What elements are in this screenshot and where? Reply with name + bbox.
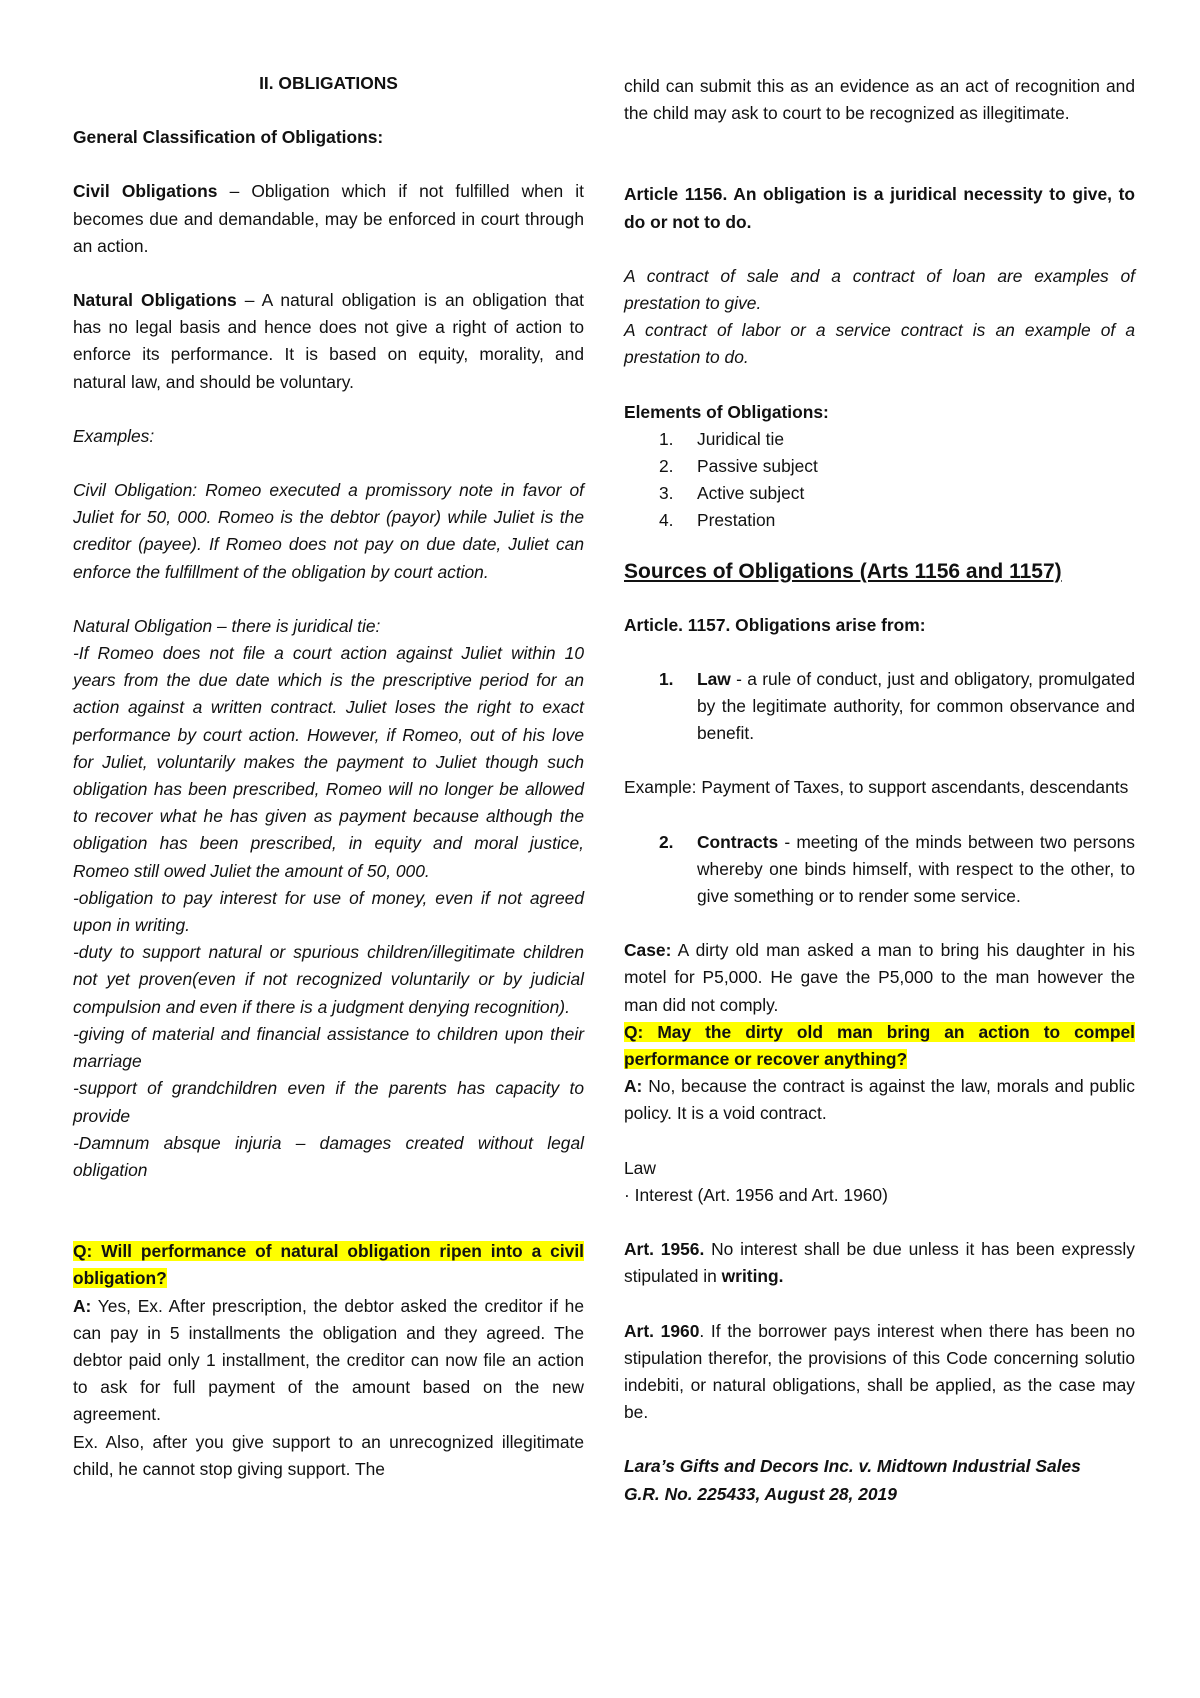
sources-heading: Sources of Obligations (Arts 1156 and 1157)	[624, 559, 1062, 583]
contracts-term: Contracts	[697, 831, 779, 852]
article-1156: Article 1156. An obligation is a juridical necessity to give, to do or not to do.	[624, 184, 1135, 232]
natural-obligations-definition: – A natural obligation is an obligation that has no legal basis and hence does not give a right of action to enforce its performance. It is based on equity, morality, and natural law, and should be voluntary.	[73, 290, 584, 392]
case-label: Case:	[624, 940, 672, 961]
natural-obligation-example-heading: Natural Obligation – there is juridical tie:	[73, 615, 381, 636]
answer-additional-example: Ex. Also, after you give support to an unrecognized illegitimate child, he cannot stop giving support. The	[73, 1431, 584, 1479]
source-contracts-item	[624, 829, 1135, 911]
article-1956-label: Art. 1956.	[624, 1239, 705, 1260]
article-1960-label: Art. 1960	[624, 1320, 700, 1341]
list-text: Prestation	[697, 510, 776, 531]
article-1960	[624, 1318, 1135, 1427]
case-text: A dirty old man asked a man to bring his daughter in his motel for P5,000. He gave the P5,000 to the man however the man did not comply.	[624, 940, 1135, 1015]
natural-obligations-term: Natural Obligations	[73, 290, 237, 311]
law-term: Law	[697, 668, 731, 689]
question-contract	[624, 1019, 1135, 1073]
law-example: Example: Payment of Taxes, to support ascendants, descendants	[624, 777, 1129, 798]
natural-example-item: -Damnum absque injuria – damages created without legal obligation	[73, 1132, 584, 1180]
elements-list	[624, 426, 1135, 535]
answer-natural-obligation	[73, 1293, 584, 1429]
list-number: 2.	[659, 831, 674, 852]
civil-obligations-definition: – Obligation which if not fulfilled when it becomes due and demandable, may be enforced in court through an action.	[73, 181, 584, 256]
source-contracts-text	[697, 829, 1135, 911]
case-citation-gr: G.R. No. 225433, August 28, 2019	[624, 1483, 897, 1504]
natural-obligations-paragraph	[73, 287, 584, 396]
law-label: Law	[624, 1157, 656, 1178]
list-number: 2.	[659, 456, 674, 477]
list-item	[624, 507, 1135, 534]
prestation-to-give-example: A contract of sale and a contract of loan are examples of prestation to give.	[624, 265, 1135, 314]
source-law-text	[697, 666, 1135, 748]
question-natural-obligation	[73, 1238, 584, 1292]
answer-contract	[624, 1073, 1135, 1127]
answer-label: A:	[73, 1295, 92, 1316]
continued-text: child can submit this as an evidence as an act of recognition and the child may ask to court to be recognized as illegitimate.	[624, 76, 1135, 124]
article-1956-bold: writing.	[721, 1266, 784, 1287]
list-number: 3.	[659, 483, 674, 504]
natural-example-item: -giving of material and financial assistance to children upon their marriage	[73, 1023, 584, 1072]
question-text: Q: May the dirty old man bring an action to compel performance or recover anything?	[624, 1021, 1135, 1070]
left-column	[73, 70, 584, 1483]
classification-heading: General Classification of Obligations:	[73, 127, 384, 148]
right-column	[624, 73, 1135, 1508]
answer-label: A:	[624, 1076, 643, 1097]
law-definition: - a rule of conduct, just and obligatory, promulgated by the legitimate authority, for common observance and benefit.	[697, 668, 1135, 744]
article-1956-text: No interest shall be due unless it has been expressly stipulated in	[624, 1239, 1135, 1287]
contracts-definition: - meeting of the minds between two persons whereby one binds himself, with respect to the other, to give something or to render some service.	[697, 831, 1135, 907]
elements-heading: Elements of Obligations:	[624, 401, 829, 422]
section-heading: II. OBLIGATIONS	[259, 73, 398, 93]
interest-bullet: · Interest (Art. 1956 and Art. 1960)	[624, 1184, 888, 1205]
source-law-item	[624, 666, 1135, 748]
answer-text: Yes, Ex. After prescription, the debtor asked the creditor if he can pay in 5 installments the obligation and they agreed. The debtor paid only 1 installment, the creditor can now file an action to ask for full payment of the amount based on the new agreement.	[73, 1295, 584, 1425]
article-1157: Article. 1157. Obligations arise from:	[624, 614, 926, 635]
answer-text: No, because the contract is against the law, morals and public policy. It is a void contract.	[624, 1076, 1135, 1124]
list-item	[624, 426, 1135, 453]
list-item	[624, 480, 1135, 507]
list-number: 1.	[659, 668, 674, 689]
civil-obligations-paragraph	[73, 178, 584, 260]
civil-obligations-term: Civil Obligations	[73, 181, 218, 202]
natural-example-item: -support of grandchildren even if the parents has capacity to provide	[73, 1078, 584, 1126]
list-number: 1.	[659, 428, 674, 449]
question-text: Q: Will performance of natural obligation ripen into a civil obligation?	[73, 1241, 584, 1289]
list-item	[624, 453, 1135, 480]
natural-example-item: -obligation to pay interest for use of money, even if not agreed upon in writing.	[73, 887, 584, 936]
prestation-to-do-example: A contract of labor or a service contract is an example of a prestation to do.	[624, 320, 1135, 368]
natural-example-item: -duty to support natural or spurious children/illegitimate children not yet proven(even if not recognized voluntarily or by judicial compulsion and even if there is a judgment denying recognition).	[73, 942, 584, 1017]
case-citation-title: Lara’s Gifts and Decors Inc. v. Midtown Industrial Sales	[624, 1456, 1081, 1477]
list-number: 4.	[659, 510, 674, 531]
natural-example-item: -If Romeo does not file a court action against Juliet within 10 years from the due date which is the prescriptive period for an action against a written contract. Juliet loses the right to exact performance by court action. However, if Romeo, out of his love for Juliet, voluntarily makes the payment to Juliet though such obligation has been prescribed, Romeo will no longer be allowed to recover what he has given as payment because although the obligation has been prescribed, in equity and moral justice, Romeo still owed Juliet the amount of 50, 000.	[73, 643, 584, 881]
civil-obligation-example: Civil Obligation: Romeo executed a promissory note in favor of Juliet for 50, 000. Romeo is the debtor (payor) while Juliet is the creditor (payee). If Romeo does not pay on due date, Juliet can enforce the fulfillment of the obligation by court action.	[73, 480, 584, 582]
examples-label: Examples:	[73, 425, 155, 446]
list-text: Passive subject	[697, 456, 818, 477]
list-text: Juridical tie	[697, 428, 784, 449]
article-1960-text: . If the borrower pays interest when there has been no stipulation therefor, the provisions of this Code concerning solutio indebiti, or natural obligations, shall be applied, as the case may be.	[624, 1320, 1136, 1423]
list-text: Active subject	[697, 483, 805, 504]
article-1956	[624, 1236, 1135, 1290]
case-paragraph	[624, 937, 1135, 1019]
